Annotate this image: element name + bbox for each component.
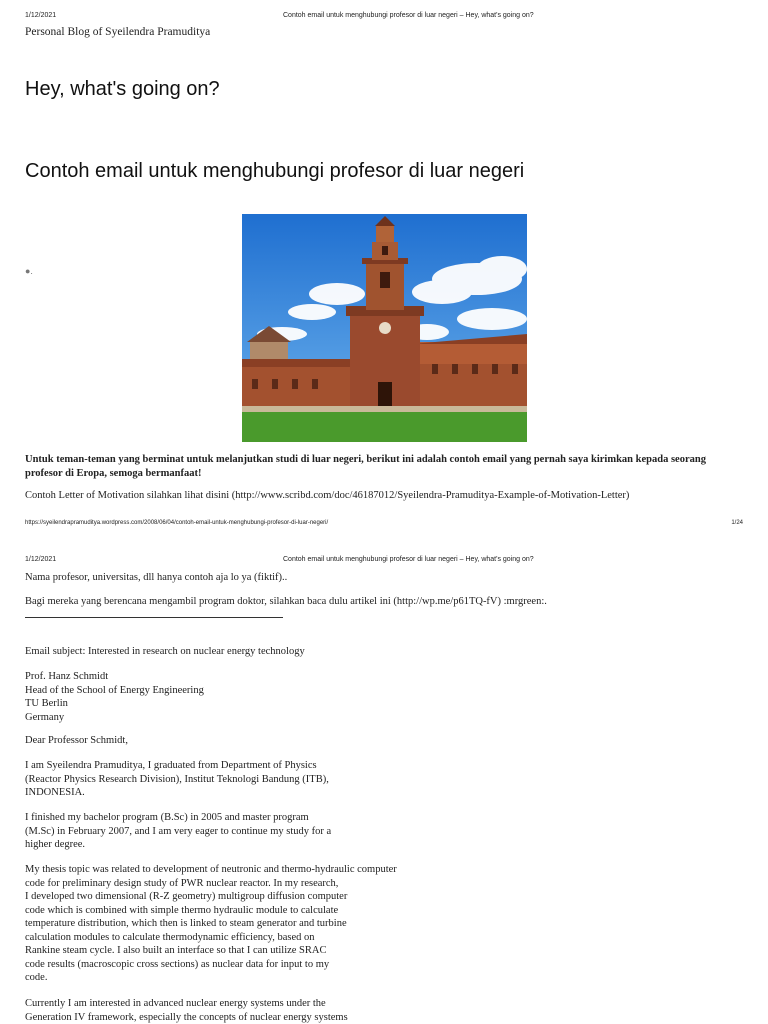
email-subject: Email subject: Interested in research on nuclear energy technology — [25, 646, 305, 657]
address-line: Head of the School of Energy Engineering — [25, 684, 204, 696]
header-title: Contoh email untuk menghubungi profesor di luar negeri – Hey, what's going on? — [283, 556, 534, 563]
horizontal-rule — [25, 617, 283, 618]
intro-paragraph: Untuk teman-teman yang berminat untuk melanjutkan studi di luar negeri, berikut ini adalah contoh email yang pernah saya kirimkan kepada seorang profesor di Eropa, semoga bermanfaat! — [25, 454, 706, 479]
list-bullet: ●. — [25, 266, 33, 276]
paragraph-line: temperature distribution, which then is linked to steam generator and turbine — [25, 918, 347, 929]
paragraph-line: code for preliminary design study of PWR nuclear reactor. In my research, — [25, 877, 339, 889]
motivation-link-paragraph[interactable]: Contoh Letter of Motivation silahkan lihat disini (http://www.scribd.com/doc/46187012/Syeilendra-Pramuditya-Example-of-Motivation-Letter) — [25, 490, 630, 501]
page-header — [25, 556, 743, 566]
footer-url: https://syeilendrapramuditya.wordpress.com/2008/06/04/contoh-email-untuk-menghubungi-profesor-di-luar-negeri/ — [25, 520, 329, 526]
recipient-address — [25, 670, 204, 724]
paragraph-line: (M.Sc) in February 2007, and I am very eager to continue my study for a — [25, 825, 332, 837]
address-line: Prof. Hanz Schmidt — [25, 671, 109, 682]
footer-page-number: 1/24 — [731, 520, 743, 526]
paragraph-line: code. — [25, 972, 48, 983]
paragraph-line: I finished my bachelor program (B.Sc) in 2005 and master program — [25, 812, 309, 823]
paragraph-interest — [25, 997, 348, 1024]
salutation: Dear Professor Schmidt, — [25, 735, 128, 746]
paragraph-line: higher degree. — [25, 839, 86, 850]
paragraph-thesis — [25, 863, 397, 985]
paragraph-line: Generation IV framework, especially the concepts of nuclear energy systems — [25, 1011, 348, 1023]
paragraph-line: (Reactor Physics Research Division), Institut Teknologi Bandung (ITB), — [25, 773, 329, 785]
paragraph-line: INDONESIA. — [25, 787, 85, 798]
paragraph-line: code results (macroscopic cross sections) as nuclear data for input to my — [25, 958, 330, 970]
header-date: 1/12/2021 — [25, 12, 57, 19]
paragraph-line: calculation modules to calculate thermodynamic efficiency, based on — [25, 931, 315, 943]
page-footer — [25, 520, 743, 530]
post-title: Contoh email untuk menghubungi profesor di luar negeri — [25, 160, 525, 182]
paragraph-line: Rankine steam cycle. I also built an interface so that I can utilize SRAC — [25, 945, 327, 956]
blog-name[interactable]: Personal Blog of Syeilendra Pramuditya — [25, 26, 211, 38]
paragraph-line: code which is combined with simple thermo hydraulic module to calculate — [25, 904, 339, 916]
site-title[interactable]: Hey, what's going on? — [25, 78, 220, 100]
doctoral-note[interactable]: Bagi mereka yang berencana mengambil program doktor, silahkan baca dulu artikel ini (http://wp.me/p61TQ-fV) :mrgreen:. — [25, 596, 547, 607]
address-line: Germany — [25, 711, 65, 723]
fictional-names-note: Nama profesor, universitas, dll hanya contoh aja lo ya (fiktif).. — [25, 572, 288, 583]
page-separator — [0, 540, 768, 550]
page-header — [25, 12, 743, 22]
paragraph-line: I developed two dimensional (R-Z geometry) multigroup diffusion computer — [25, 891, 348, 902]
paragraph-education — [25, 811, 331, 852]
paragraph-line: Currently I am interested in advanced nuclear energy systems under the — [25, 998, 326, 1009]
paragraph-intro — [25, 759, 329, 800]
paragraph-line: I am Syeilendra Pramuditya, I graduated from Department of Physics — [25, 760, 317, 771]
address-line: TU Berlin — [25, 698, 68, 709]
header-date: 1/12/2021 — [25, 556, 57, 563]
castle-photo — [242, 214, 527, 442]
paragraph-line: My thesis topic was related to development of neutronic and thermo-hydraulic computer — [25, 864, 397, 875]
header-title: Contoh email untuk menghubungi profesor di luar negeri – Hey, what's going on? — [283, 12, 534, 19]
